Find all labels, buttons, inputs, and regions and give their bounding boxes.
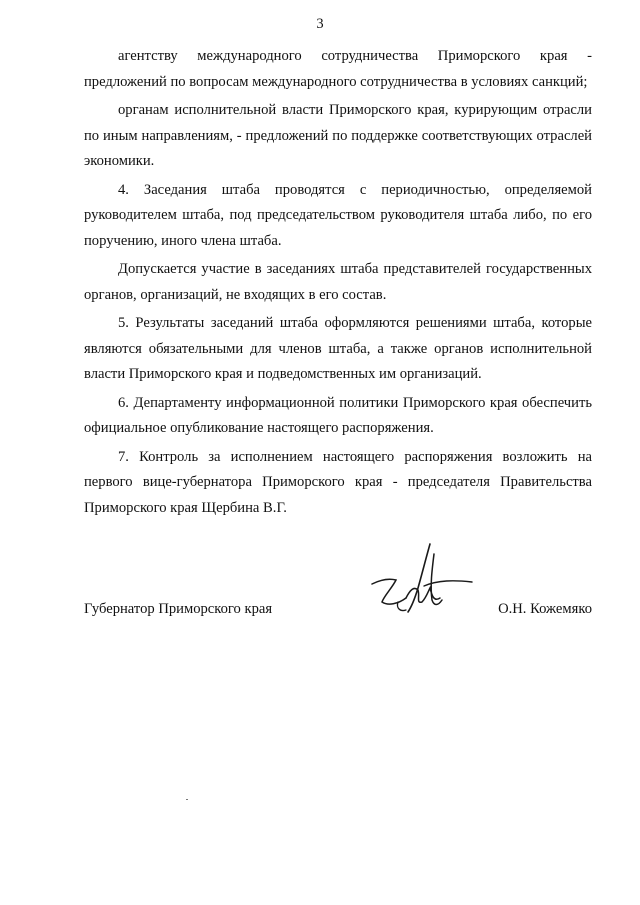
document-body	[84, 44, 592, 524]
page-number: 3	[316, 16, 324, 32]
signatory-name: О.Н. Кожемяко	[498, 601, 592, 617]
paragraph-item-7-control: 7. Контроль за исполнением настоящего распоряжения возложить на первого вице-губернатора Приморского края - председателя Правительства Приморского края Щербина В.Г.	[84, 448, 592, 516]
paragraph-item-5-results: 5. Результаты заседаний штаба оформляются решениями штаба, которые являются обязательными для членов штаба, а также органов исполнительной власти Приморского края и подведомственных им организаций.	[84, 315, 592, 382]
paragraph-item-6-publication: 6. Департаменту информационной политики Приморского края обеспечить официальное опубликование настоящего распоряжения.	[84, 394, 592, 436]
paragraph-executive-bodies: органам исполнительной власти Приморского края, курирующим отрасли по иным направлениям, - предложений по поддержке соответствующих отраслей экономики.	[84, 102, 592, 169]
paragraph-participation: Допускается участие в заседаниях штаба представителей государственных органов, организаций, не входящих в его состав.	[84, 261, 592, 303]
signatory-position: Губернатор Приморского края	[84, 601, 273, 617]
scan-speck	[186, 799, 188, 800]
paragraph-item-4-meetings: 4. Заседания штаба проводятся с периодичностью, определяемой руководителем штаба, под председательством руководителя штаба либо, по его поручению, иного члена штаба.	[84, 181, 592, 249]
signature-block	[84, 601, 592, 625]
paragraph-agency-international: агентству международного сотрудничества Приморского края - предложений по вопросам международного сотрудничества в условиях санкций;	[84, 48, 592, 90]
